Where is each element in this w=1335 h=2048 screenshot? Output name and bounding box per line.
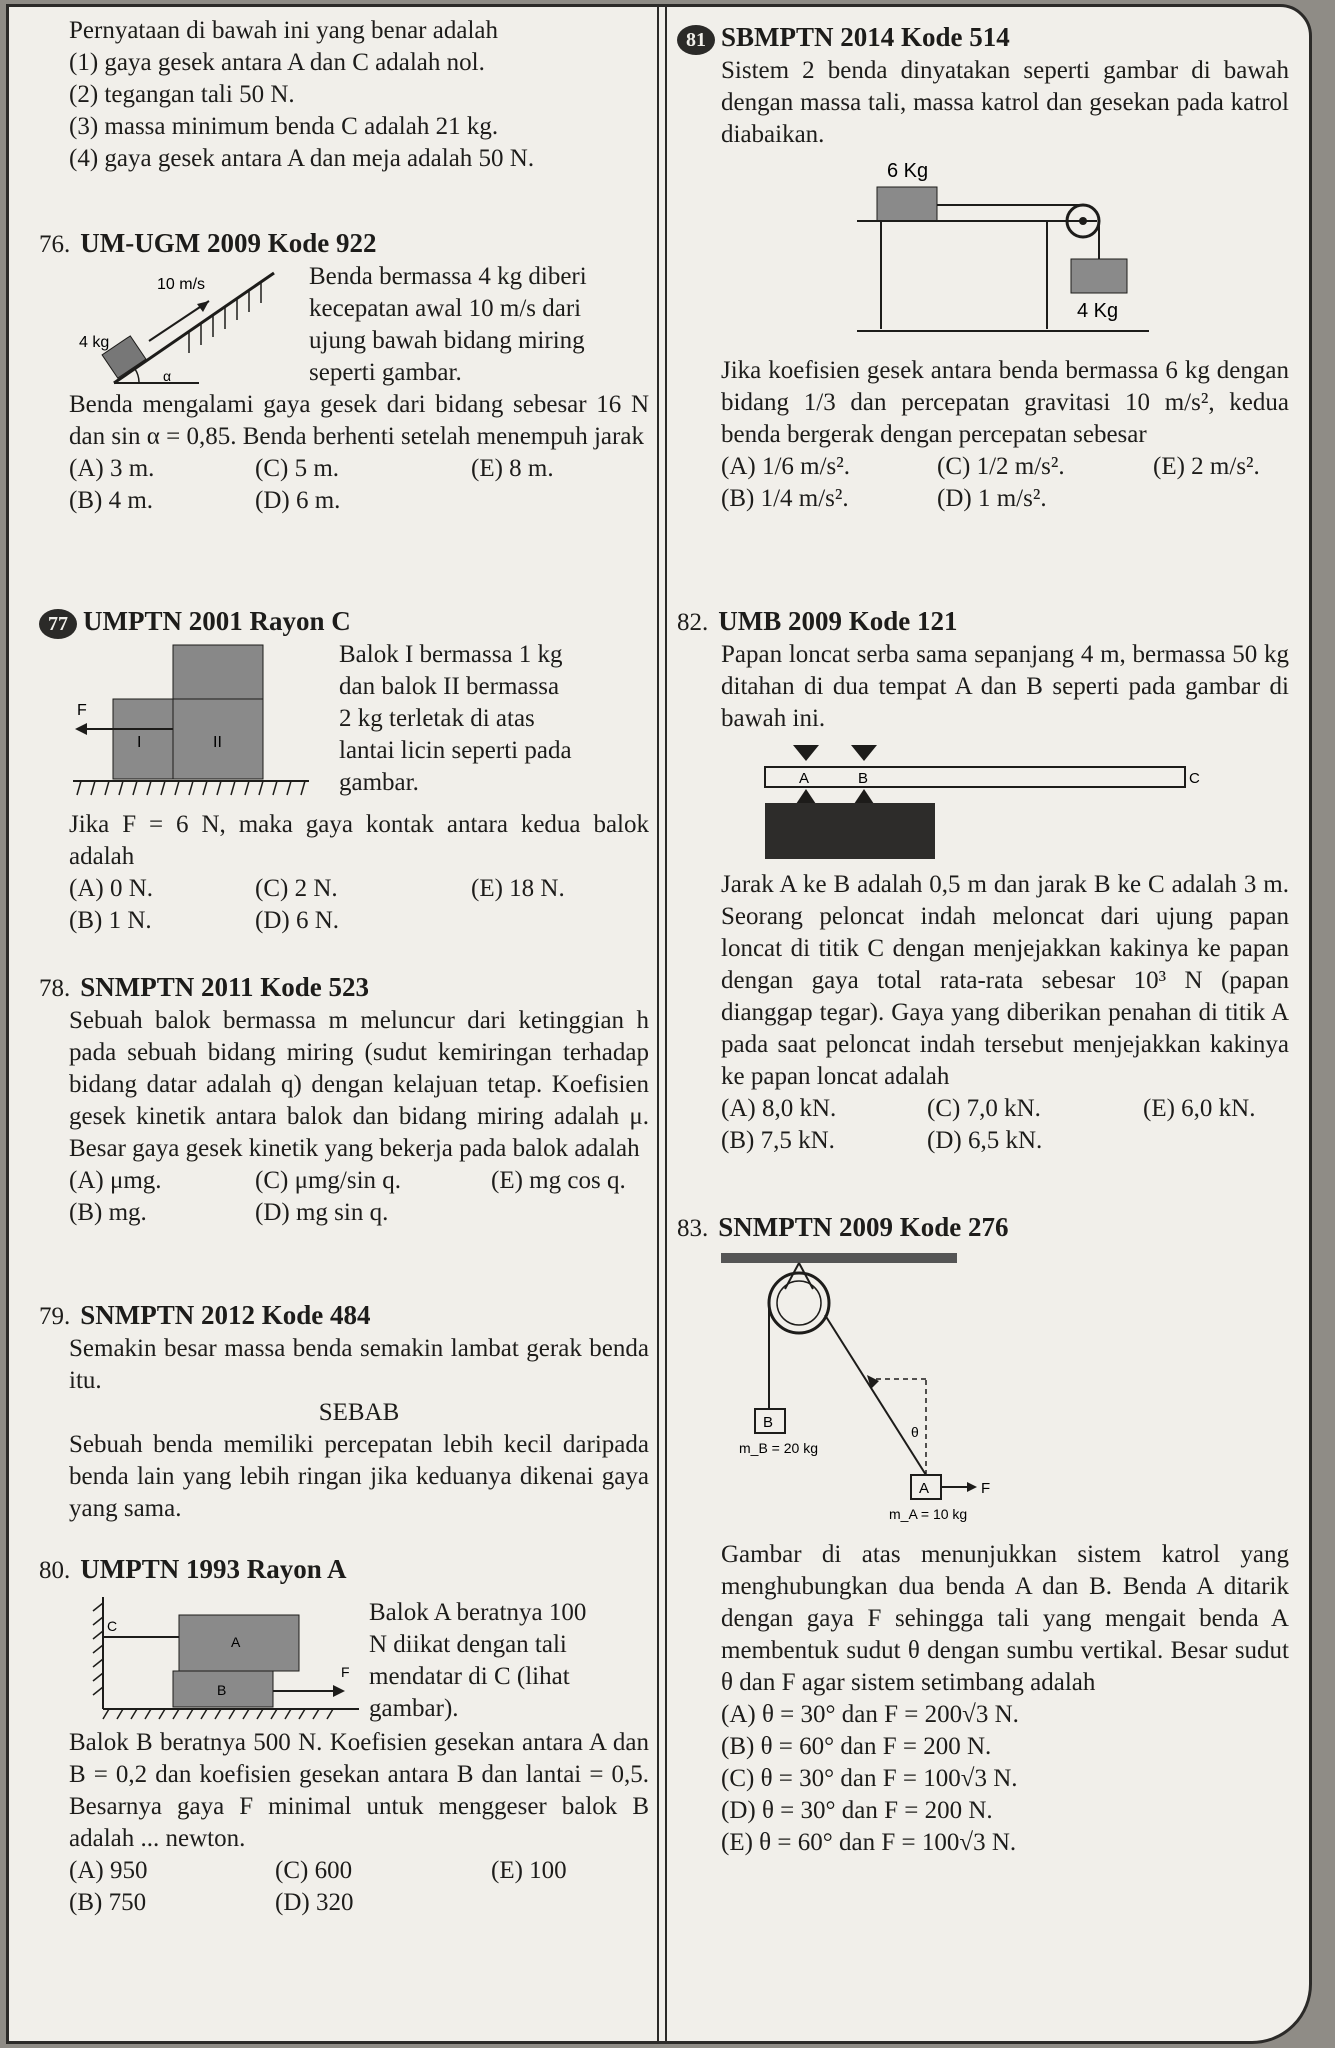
option[interactable]: (A) 1/6 m/s². bbox=[721, 453, 851, 481]
option[interactable]: (B) θ = 60° dan F = 200 N. bbox=[721, 1733, 992, 1760]
diving-board-figure bbox=[721, 741, 1201, 869]
text-line: dan balok II bermassa bbox=[339, 673, 560, 701]
question-header: UMB 2009 Kode 121 bbox=[718, 606, 958, 636]
force-label: F bbox=[341, 1664, 350, 1680]
q77-side-text bbox=[339, 639, 649, 799]
theta-label: θ bbox=[911, 1424, 919, 1440]
q82-intro: Papan loncat serba sama sepanjang 4 m, bermassa 50 kg ditahan di dua tempat A dan B seperti pada gambar di bawah ini. bbox=[721, 641, 1289, 732]
text-line: seperti gambar. bbox=[309, 359, 462, 386]
q79-statement: Semakin besar massa benda semakin lambat gerak benda itu. bbox=[69, 1335, 649, 1394]
tension-arrowhead bbox=[867, 1375, 879, 1389]
q75-item: (3) massa minimum benda C adalah 21 kg. bbox=[69, 113, 499, 140]
question-82 bbox=[677, 605, 1289, 1157]
q81-options bbox=[721, 451, 1289, 515]
question-76 bbox=[39, 227, 649, 517]
text-line: mendatar di C (lihat bbox=[369, 1663, 570, 1690]
option[interactable]: (C) 600 bbox=[275, 1857, 353, 1884]
option[interactable]: (B) 7,5 kN. bbox=[721, 1127, 835, 1154]
block-a-label: A bbox=[919, 1480, 930, 1497]
text-line: gambar. bbox=[339, 769, 419, 797]
text-line: gambar). bbox=[369, 1695, 459, 1722]
incline-figure bbox=[79, 261, 289, 389]
point-b-label: B bbox=[858, 770, 869, 787]
q80-options bbox=[69, 1855, 649, 1919]
option[interactable]: (A) 950 bbox=[69, 1857, 148, 1884]
blocks-figure bbox=[73, 639, 313, 807]
force-arrowhead bbox=[75, 723, 87, 735]
question-header: UMPTN 2001 Rayon C bbox=[83, 606, 351, 636]
option[interactable]: (D) 320 bbox=[275, 1889, 354, 1916]
option[interactable]: (E) 100 bbox=[491, 1857, 567, 1884]
text-line: Balok A beratnya 100 bbox=[369, 1599, 587, 1626]
option[interactable]: (D) 6 m. bbox=[255, 487, 341, 514]
q78-options bbox=[69, 1165, 649, 1229]
option[interactable]: (A) μmg. bbox=[69, 1167, 162, 1194]
block-b-label: B bbox=[217, 1682, 227, 1698]
force-arrowhead bbox=[333, 1685, 345, 1697]
stacked-blocks-figure bbox=[89, 1597, 359, 1721]
mass-label: 4 kg bbox=[79, 334, 110, 351]
question-77 bbox=[39, 605, 649, 937]
option[interactable]: (D) 6,5 kN. bbox=[927, 1127, 1043, 1154]
option[interactable]: (B) 750 bbox=[69, 1889, 147, 1916]
option[interactable] bbox=[491, 1197, 691, 1229]
text-line: Balok I bermassa 1 kg bbox=[339, 641, 563, 669]
q75-item: (4) gaya gesek antara A dan meja adalah 50 N. bbox=[69, 145, 535, 172]
point-c-label: C bbox=[107, 1618, 118, 1634]
point-c-label: C bbox=[1189, 770, 1200, 787]
angle-label: α bbox=[163, 368, 172, 384]
option[interactable]: (A) 8,0 kN. bbox=[721, 1095, 837, 1122]
q75-intro: Pernyataan di bawah ini yang benar adalah bbox=[69, 17, 498, 44]
mass-4kg-label: 4 Kg bbox=[1077, 300, 1119, 323]
option[interactable]: (C) 7,0 kN. bbox=[927, 1095, 1041, 1122]
q75-item: (1) gaya gesek antara A dan C adalah nol. bbox=[69, 49, 485, 76]
q76-side-text bbox=[309, 261, 649, 389]
block-II-top bbox=[173, 645, 263, 699]
velocity-label: 10 m/s bbox=[157, 276, 206, 293]
block-II-label: II bbox=[213, 734, 222, 752]
text-line: 2 kg terletak di atas bbox=[339, 705, 535, 733]
q83-body: Gambar di atas menunjukkan sistem katrol yang menghubungkan dua benda A dan B. Benda A ditarik dengan gaya F sehingga tali yang mengait benda A membentuk sudut θ dengan sumbu vertikal. Besar sudut θ dan F agar sistem setimbang adalah bbox=[721, 1541, 1289, 1696]
pulley bbox=[769, 1273, 829, 1333]
option[interactable]: (D) 6 N. bbox=[255, 907, 340, 935]
option[interactable]: (E) 2 m/s². bbox=[1153, 453, 1260, 481]
q79-sebab: SEBAB bbox=[318, 1399, 400, 1426]
q79-reason: Sebuah benda memiliki percepatan lebih kecil daripada benda lain yang lebih ringan jika keduanya dikenai gaya yang sama. bbox=[69, 1431, 649, 1522]
option[interactable]: (C) 2 N. bbox=[255, 875, 338, 903]
question-number: 76. bbox=[39, 231, 71, 258]
option[interactable]: (A) θ = 30° dan F = 200√3 N. bbox=[721, 1701, 1019, 1728]
question-number: 79. bbox=[39, 1303, 71, 1330]
q81-body: Jika koefisien gesek antara benda bermassa 6 kg dengan bidang 1/3 dan percepatan gravitasi 10 m/s², kedua benda bergerak dengan percepatan sebesar bbox=[721, 357, 1289, 449]
q80-side-text bbox=[369, 1597, 649, 1725]
option[interactable]: (E) θ = 60° dan F = 100√3 N. bbox=[721, 1829, 1017, 1856]
option[interactable]: (D) 1 m/s². bbox=[937, 485, 1047, 513]
question-number: 82. bbox=[677, 609, 709, 636]
pulley-groove bbox=[777, 1281, 821, 1325]
option[interactable]: (C) 5 m. bbox=[255, 455, 340, 482]
force-label: F bbox=[77, 702, 87, 720]
q76-options bbox=[69, 453, 649, 517]
question-header: UMPTN 1993 Rayon A bbox=[80, 1554, 347, 1584]
velocity-arrowhead bbox=[197, 301, 209, 312]
rope-to-a bbox=[825, 1315, 926, 1475]
q75-item: (2) tegangan tali 50 N. bbox=[69, 81, 295, 108]
option[interactable]: (A) 0 N. bbox=[69, 875, 154, 903]
question-header: SNMPTN 2009 Kode 276 bbox=[718, 1212, 1009, 1242]
option[interactable]: (B) mg. bbox=[69, 1199, 147, 1226]
text-line: kecepatan awal 10 m/s dari bbox=[309, 295, 582, 322]
option[interactable]: (B) 1/4 m/s². bbox=[721, 485, 849, 513]
option[interactable]: (E) mg cos q. bbox=[491, 1167, 626, 1194]
question-83 bbox=[677, 1211, 1289, 1859]
option[interactable] bbox=[1153, 483, 1312, 515]
floor-hatching bbox=[103, 1709, 333, 1719]
option[interactable]: (A) 3 m. bbox=[69, 455, 155, 482]
text-line: N diikat dengan tali bbox=[369, 1631, 567, 1658]
mass-a-label: m_A = 10 kg bbox=[889, 1506, 968, 1522]
question-81 bbox=[677, 21, 1289, 515]
option[interactable]: (B) 1 N. bbox=[69, 907, 152, 935]
q81-intro: Sistem 2 benda dinyatakan seperti gambar di bawah dengan massa tali, massa katrol dan gesekan pada katrol diabaikan. bbox=[721, 57, 1289, 149]
table-pulley-figure bbox=[857, 155, 1157, 355]
block-b-label: B bbox=[763, 1414, 774, 1431]
block-a-label: A bbox=[231, 1634, 241, 1650]
text-line: lantai licin seperti pada bbox=[339, 737, 572, 765]
q75-tail bbox=[69, 15, 639, 175]
q82-body: Jarak A ke B adalah 0,5 m dan jarak B ke C adalah 3 m. Seorang peloncat indah meloncat dari ujung papan loncat di titik C dengan menjejakkan kakinya ke papan dengan gaya total rata-rata sebesar 10³ N (papan dianggap tegar). Gaya yang diberikan penahan di titik A pada saat peloncat indah tersebut menjejakkan kakinya ke papan loncat adalah bbox=[721, 871, 1289, 1090]
block-I-label: I bbox=[137, 734, 142, 752]
option[interactable]: (D) θ = 30° dan F = 200 N. bbox=[721, 1797, 993, 1824]
column-divider bbox=[657, 7, 667, 2041]
base-block bbox=[765, 803, 935, 859]
option[interactable]: (E) 8 m. bbox=[471, 455, 554, 482]
q78-body: Sebuah balok bermassa m meluncur dari ketinggian h pada sebuah bidang miring (sudut kemiringan terhadap bidang datar adalah q) dengan kelajuan tetap. Koefisien gesek kinetik antara balok dan bidang miring adalah μ. Besar gaya gesek kinetik yang bekerja pada balok adalah bbox=[69, 1007, 649, 1162]
angle-arc bbox=[135, 369, 139, 383]
q77-body: Jika F = 6 N, maka gaya kontak antara kedua balok adalah bbox=[69, 811, 649, 871]
question-number-badge: 81 bbox=[677, 25, 715, 55]
mass-6kg-label: 6 Kg bbox=[887, 160, 929, 183]
text-line: ujung bawah bidang miring bbox=[309, 327, 585, 354]
option[interactable] bbox=[471, 905, 671, 937]
q77-options bbox=[69, 873, 649, 937]
option[interactable]: (C) 1/2 m/s². bbox=[937, 453, 1065, 481]
option[interactable] bbox=[491, 1887, 671, 1919]
question-header: SBMPTN 2014 Kode 514 bbox=[721, 22, 1010, 52]
option[interactable]: (D) mg sin q. bbox=[255, 1199, 389, 1226]
support-a-top bbox=[793, 745, 819, 761]
mass-b-label: m_B = 20 kg bbox=[739, 1440, 818, 1456]
option[interactable]: (B) 4 m. bbox=[69, 487, 154, 514]
q83-options bbox=[721, 1699, 1289, 1859]
pulley-equilibrium-figure bbox=[721, 1249, 1041, 1539]
point-a-label: A bbox=[799, 770, 810, 787]
ceiling bbox=[721, 1253, 957, 1263]
q76-body: Benda mengalami gaya gesek dari bidang sebesar 16 N dan sin α = 0,85. Benda berhenti setelah menempuh jarak bbox=[69, 391, 649, 450]
q80-body: Balok B beratnya 500 N. Koefisien gesekan antara A dan B = 0,2 dan koefisien gesekan antara B dan lantai = 0,5. Besarnya gaya F minimal untuk menggeser balok B adalah ... newton. bbox=[69, 1729, 649, 1852]
question-78 bbox=[39, 971, 649, 1229]
pulley-axle bbox=[1079, 217, 1087, 225]
force-arrowhead bbox=[967, 1482, 977, 1492]
block-4kg bbox=[1071, 259, 1127, 293]
text-line: Benda bermassa 4 kg diberi bbox=[309, 263, 587, 290]
question-header: SNMPTN 2012 Kode 484 bbox=[80, 1300, 371, 1330]
wall-hatching bbox=[93, 1603, 103, 1695]
option[interactable]: (C) θ = 30° dan F = 100√3 N. bbox=[721, 1765, 1018, 1792]
option[interactable]: (E) 6,0 kN. bbox=[1143, 1095, 1256, 1122]
question-number: 83. bbox=[677, 1215, 709, 1242]
option[interactable]: (C) μmg/sin q. bbox=[255, 1167, 402, 1194]
force-label: F bbox=[981, 1480, 991, 1497]
block-I bbox=[113, 699, 173, 779]
question-number-badge: 77 bbox=[39, 609, 77, 639]
question-number: 78. bbox=[39, 975, 71, 1002]
question-79 bbox=[39, 1299, 649, 1525]
floor-hatching bbox=[77, 781, 305, 795]
question-header: SNMPTN 2011 Kode 523 bbox=[80, 972, 370, 1002]
support-b-top bbox=[851, 745, 877, 761]
question-80 bbox=[39, 1553, 649, 1919]
book-page bbox=[6, 4, 1312, 2044]
block-6kg bbox=[877, 187, 937, 221]
q82-options bbox=[721, 1093, 1289, 1157]
option[interactable]: (E) 18 N. bbox=[471, 875, 565, 903]
question-number: 80. bbox=[39, 1557, 71, 1584]
option[interactable] bbox=[1143, 1125, 1312, 1157]
diving-board bbox=[765, 767, 1185, 787]
option[interactable] bbox=[471, 485, 671, 517]
question-header: UM-UGM 2009 Kode 922 bbox=[80, 228, 377, 258]
